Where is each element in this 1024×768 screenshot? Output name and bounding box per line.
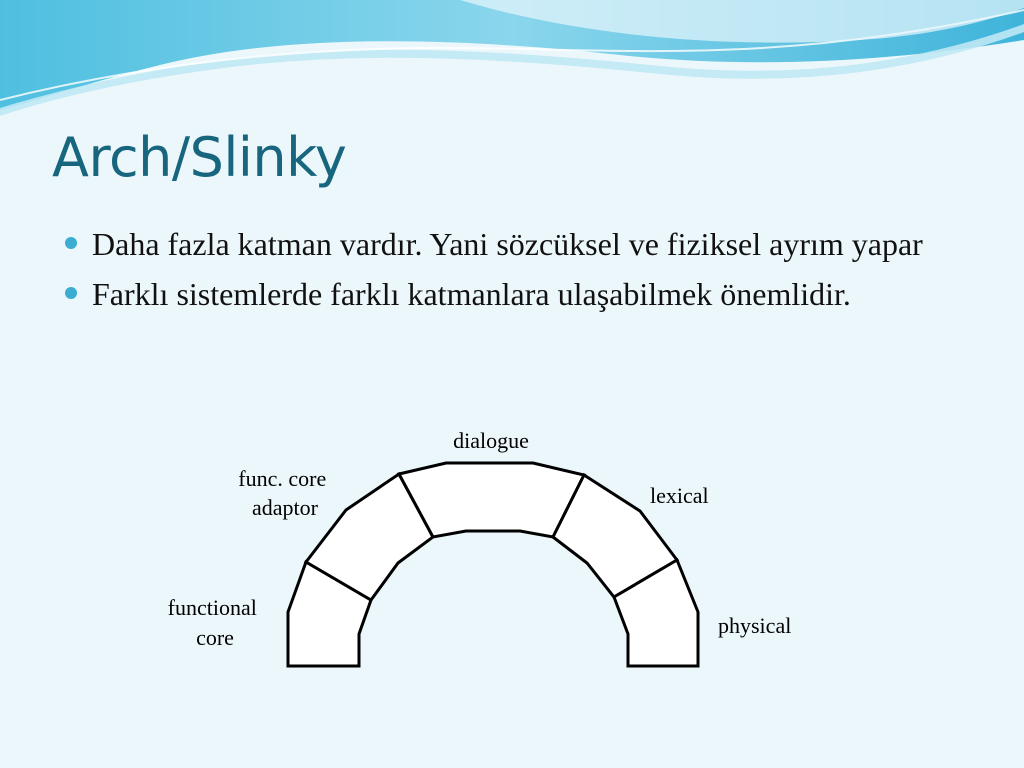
slide-title: Arch/Slinky — [52, 126, 347, 189]
label-lexical: lexical — [650, 483, 709, 508]
arch-block-dialogue — [399, 463, 584, 537]
bullet-text: Farklı sistemlerde farklı katmanlara ulaşabilmek önemlidir. — [92, 276, 851, 312]
label-func-core-adaptor: func. core adaptor — [238, 466, 327, 520]
label-functional-core: functional core — [167, 595, 257, 650]
label-physical: physical — [718, 613, 792, 638]
bullet-text: Daha fazla katman vardır. Yani sözcüksel ve fiziksel ayrım yapar — [92, 226, 923, 262]
label-dialogue: dialogue — [453, 428, 529, 453]
